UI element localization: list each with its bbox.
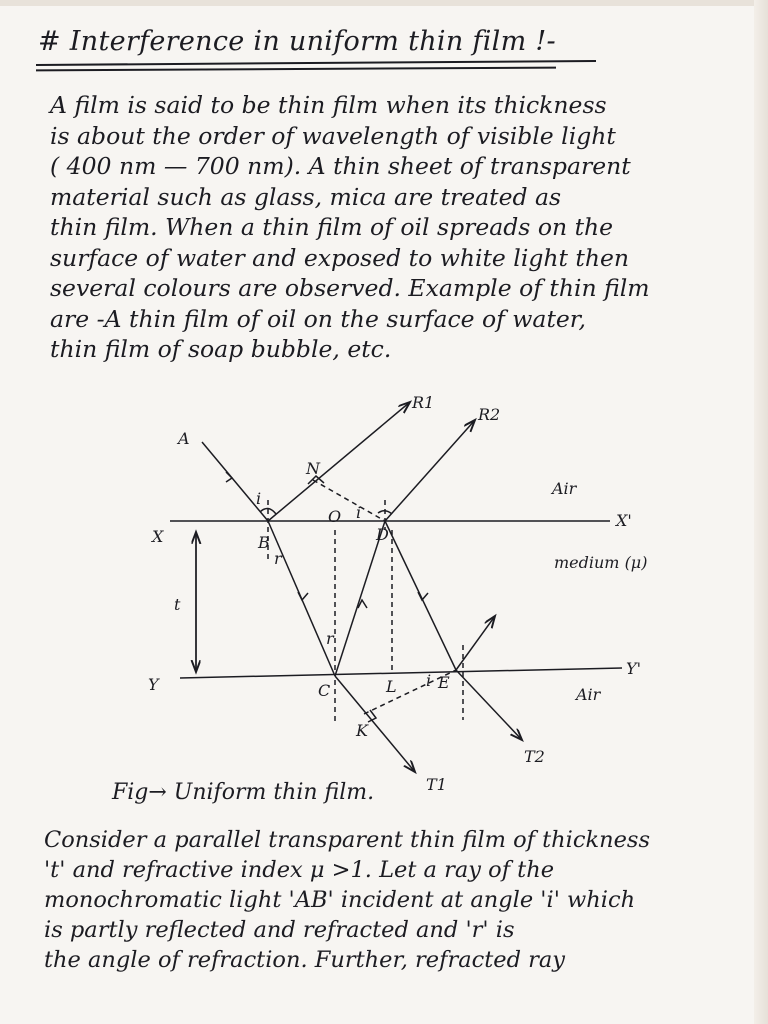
label-k: K [356, 721, 368, 740]
page-top-edge [0, 0, 768, 6]
label-c: C [318, 681, 331, 700]
label-e: E [438, 673, 450, 692]
label-medium: medium (μ) [554, 553, 648, 572]
reflected-ray-r1 [268, 402, 410, 521]
explanation-line: Consider a parallel transparent thin film of thickness [44, 827, 651, 853]
label-r-b: r [274, 549, 282, 568]
label-y1: Y' [626, 659, 641, 678]
explanation-line: is partly reflected and refracted and 'r' is [44, 917, 515, 943]
intro-line: are -A thin film of oil on the surface of water, [50, 304, 586, 333]
intro-line: several colours are observed. Example of thin film [50, 274, 650, 302]
label-t2: T2 [524, 747, 545, 766]
figure-caption: Fig→ Uniform thin film. [112, 780, 375, 805]
intro-paragraph [50, 90, 740, 365]
intro-line: surface of water and exposed to white light then [50, 243, 630, 272]
dashed-n-d [313, 480, 385, 521]
label-r-c: r [326, 629, 334, 648]
label-air-bottom: Air [576, 685, 601, 704]
explanation-line: monochromatic light 'AB' incident at angle 'i' which [44, 887, 636, 913]
intro-line: thin film of soap bubble, etc. [50, 335, 392, 363]
label-i-e: i [426, 671, 432, 690]
transmitted-ray-t2 [456, 670, 522, 740]
label-t: t [174, 595, 181, 614]
label-b: B [258, 533, 270, 552]
label-t1: T1 [426, 775, 447, 794]
label-y: Y [148, 675, 159, 694]
bottom-surface-line [180, 668, 622, 678]
label-r2: R2 [478, 405, 501, 424]
label-a: A [178, 429, 190, 448]
reflected-ray-r2 [385, 420, 475, 521]
label-x1: X' [616, 511, 632, 530]
label-air-top: Air [552, 479, 577, 498]
explanation-line: 't' and refractive index μ >1. Let a ray of the [44, 857, 555, 883]
label-o: O [328, 507, 342, 526]
intro-line: thin film. When a thin film of oil spreads on the [50, 213, 614, 241]
explanation-line: the angle of refraction. Further, refracted ray [44, 947, 566, 973]
intro-line: A film is said to be thin film when its thickness [50, 91, 607, 119]
emergent-ray-e [456, 616, 495, 670]
thin-film-diagram [130, 380, 690, 820]
incident-ray [202, 442, 268, 521]
page-right-edge [754, 0, 768, 1024]
intro-line: material such as glass, mica are treated as [50, 182, 562, 211]
explanation-paragraph [44, 825, 744, 975]
page-heading: # Interference in uniform thin film !- [38, 26, 556, 57]
heading-underline-2 [36, 67, 556, 71]
label-i-d: i [356, 503, 362, 522]
intro-line: is about the order of wavelength of visible light [50, 121, 616, 150]
label-l: L [386, 677, 397, 696]
reflected-ray-cd [335, 521, 385, 676]
label-i-b: i [256, 489, 262, 508]
transmitted-ray-t1 [335, 676, 415, 772]
heading-underline [36, 60, 596, 66]
label-x: X [152, 527, 164, 546]
label-r1: R1 [412, 393, 435, 412]
label-d: D [376, 525, 389, 544]
intro-line: ( 400 nm — 700 nm). A thin sheet of transparent [50, 152, 631, 180]
label-n: N [306, 459, 320, 478]
